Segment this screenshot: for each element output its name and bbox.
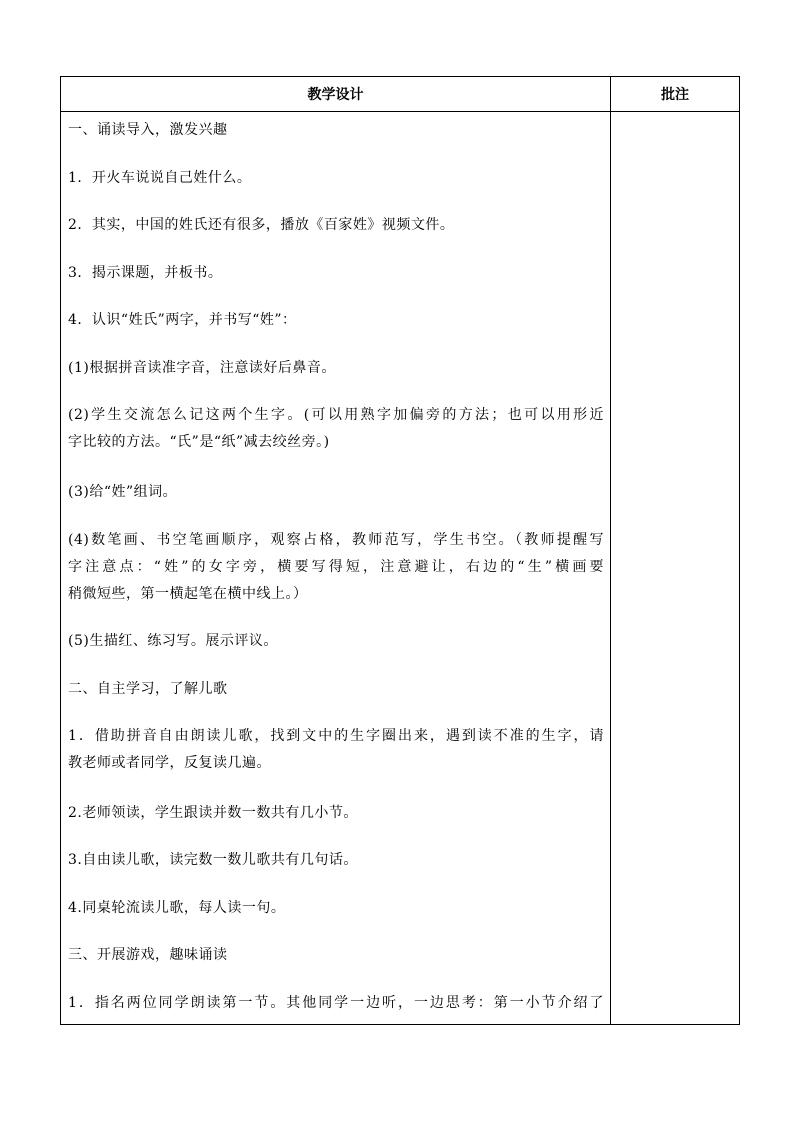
content-line: 3．揭示课题，并板书。 xyxy=(68,265,223,281)
section-heading: 三、开展游戏，趣味诵读 xyxy=(68,947,228,963)
content-line: 1．借助拼音自由朗读儿歌，找到文中的生字圈出来，遇到读不准的生字，请 xyxy=(68,728,604,744)
teaching-design-cell xyxy=(68,112,604,1024)
content-line: 教老师或者同学，反复读几遍。 xyxy=(68,755,271,771)
content-line: (4)数笔画、书空笔画顺序，观察占格，教师范写，学生书空。（教师提醒写 xyxy=(68,532,604,548)
content-line: 1．指名两位同学朗读第一节。其他同学一边听，一边思考：第一小节介绍了 xyxy=(68,995,604,1011)
content-line: 1．开火车说说自己姓什么。 xyxy=(68,170,252,186)
content-line: (3)给“姓”组词。 xyxy=(68,484,178,500)
content-line: (2)学生交流怎么记这两个生字。(可以用熟字加偏旁的方法；也可以用形近 xyxy=(68,407,604,423)
content-line: (1)根据拼音读准字音，注意读好后鼻音。 xyxy=(68,360,336,376)
annotation-cell xyxy=(611,112,739,1024)
content-line: 3.自由读儿歌，读完数一数儿歌共有几句话。 xyxy=(68,852,358,868)
content-line: 字注意点：“姓”的女字旁，横要写得短，注意避让，右边的“生”横画要 xyxy=(68,559,604,575)
content-line: 4.同桌轮流读儿歌，每人读一句。 xyxy=(68,900,286,916)
section-heading: 二、自主学习，了解儿歌 xyxy=(68,681,228,697)
section-heading: 一、诵读导入，激发兴趣 xyxy=(68,122,228,138)
content-line: 稍微短些，第一横起笔在横中线上。） xyxy=(68,586,308,602)
header-teaching-design: 教学设计 xyxy=(307,87,364,103)
content-line: 2.老师领读，学生跟读并数一数共有几小节。 xyxy=(68,805,358,821)
content-line: 2．其实，中国的姓氏还有很多，播放《百家姓》视频文件。 xyxy=(68,217,455,233)
content-line: 4．认识“姓氏”两字，并书写“姓”： xyxy=(68,312,297,328)
lesson-table xyxy=(60,76,740,1025)
content-line: (5)生描红、练习写。展示评议。 xyxy=(68,633,278,649)
header-notes: 批注 xyxy=(661,87,689,103)
content-line: 字比较的方法。“氏”是“纸”减去绞丝旁。) xyxy=(68,434,330,450)
